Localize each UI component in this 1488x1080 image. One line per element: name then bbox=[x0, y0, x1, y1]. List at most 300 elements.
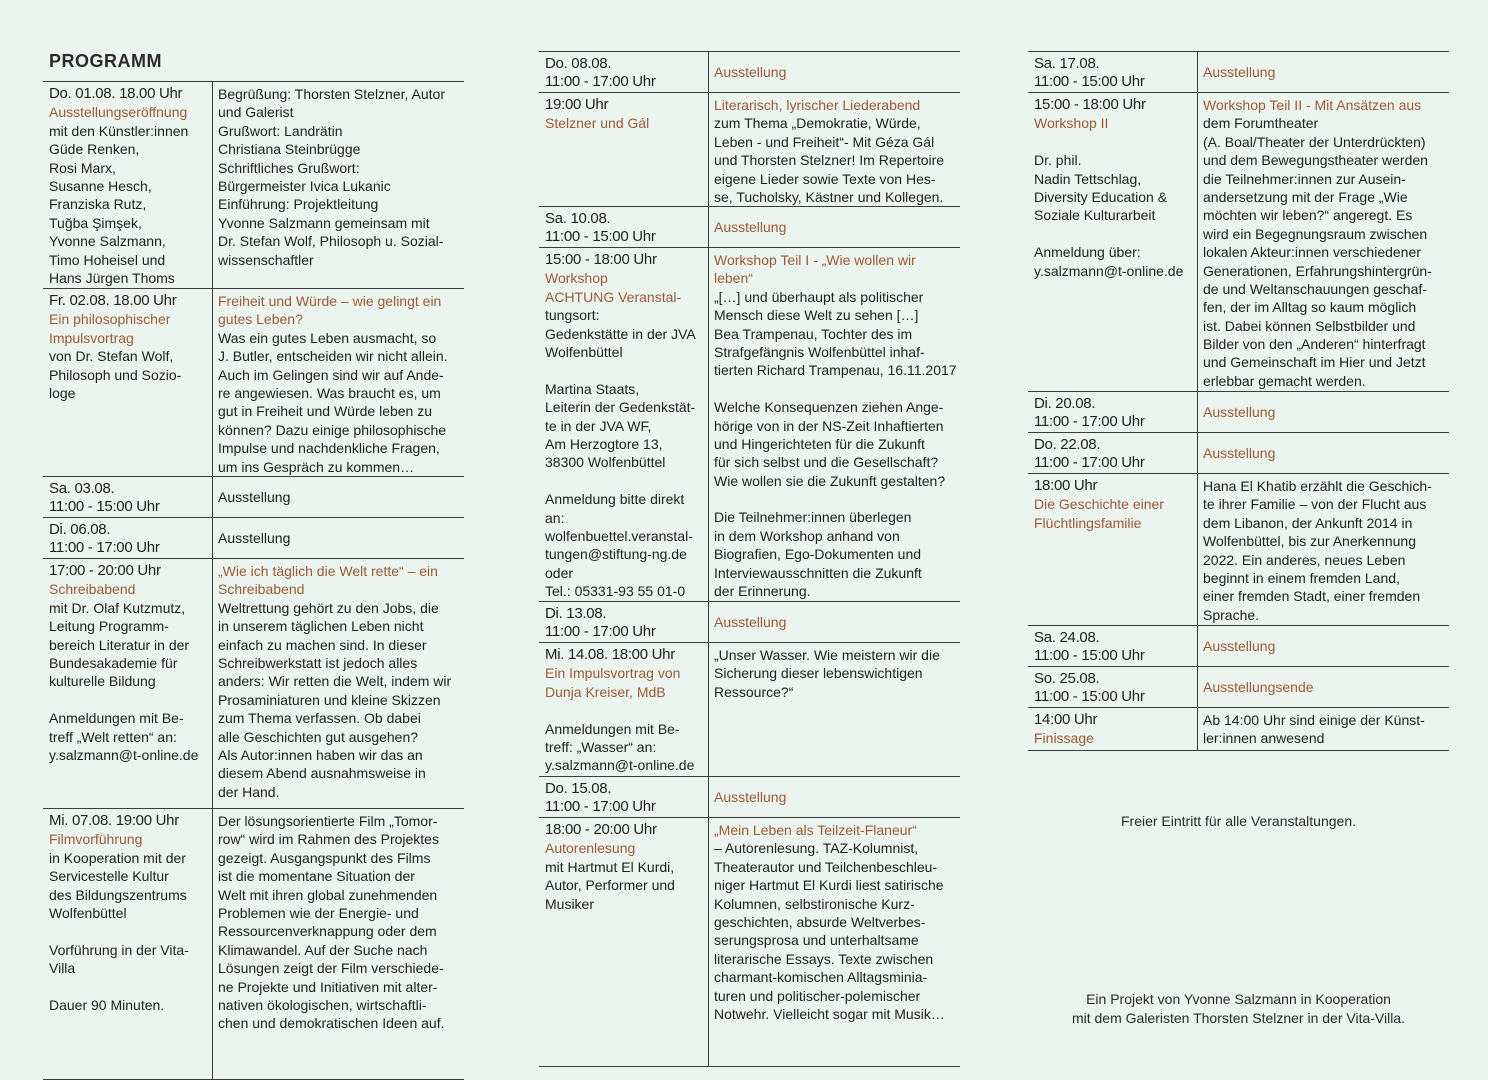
event-date-line: ACHTUNG Veranstal- bbox=[545, 288, 682, 305]
event-description-cell bbox=[213, 289, 464, 476]
event-description-line: Yvonne Salzmann gemeinsam mit bbox=[218, 214, 430, 231]
free-entry-note: Freier Eintritt für alle Veranstaltungen. bbox=[1120, 813, 1356, 829]
event-date-line: mit Hartmut El Kurdi, bbox=[545, 858, 675, 875]
event-date-line: Do. 15.08. bbox=[545, 780, 612, 797]
event-description-line: Impulse und nachdenkliche Fragen, bbox=[218, 440, 440, 457]
event-date-line: Leiterin der Gedenkstät- bbox=[545, 399, 696, 416]
event-date-line: Fr. 02.08. 18.00 Uhr bbox=[49, 292, 177, 309]
event-description-line: Die Teilnehmer:innen überlegen bbox=[714, 509, 912, 526]
event-date-line: Rosi Marx, bbox=[49, 159, 116, 176]
event-description-line: ne Projekte und Initiativen mit alter- bbox=[218, 978, 438, 995]
event-description-cell bbox=[1198, 392, 1449, 432]
event-row bbox=[1028, 93, 1449, 392]
event-description-line: diesem Abend ausnahmsweise in bbox=[218, 765, 426, 782]
event-date-line: 11:00 - 15:00 Uhr bbox=[545, 228, 656, 246]
event-date-line: So. 25.08. bbox=[1034, 670, 1100, 687]
event-row bbox=[1028, 626, 1449, 667]
event-description-line: gut in Freiheit und Würde leben zu bbox=[218, 403, 433, 420]
event-description-cell bbox=[709, 93, 960, 206]
event-date-line[interactable]: y.salzmann@t-online.de bbox=[1034, 262, 1184, 279]
event-date-line: Workshop II bbox=[1034, 115, 1109, 132]
event-date-line: Workshop bbox=[545, 270, 608, 287]
event-date-cell bbox=[1028, 52, 1198, 92]
event-row bbox=[43, 289, 464, 477]
event-row bbox=[1028, 433, 1449, 474]
event-description-line: (A. Boal/Theater der Unterdrückten) bbox=[1203, 133, 1426, 150]
event-date-line: 11:00 - 15:00 Uhr bbox=[1034, 647, 1145, 665]
event-description-cell bbox=[709, 207, 960, 247]
event-row bbox=[539, 602, 960, 643]
event-description-line: ist. Dabei können Selbstbilder und bbox=[1203, 317, 1416, 334]
event-description-line: der Erinnerung. bbox=[714, 583, 811, 600]
event-date-line: 14:00 Uhr bbox=[1034, 711, 1098, 728]
event-row bbox=[1028, 667, 1449, 708]
event-description-line: Wolfenbüttel, bis zur Anerkennung bbox=[1203, 533, 1416, 550]
event-description-line: Ausstellung bbox=[1203, 64, 1276, 81]
event-description-line: eigene Lieder sowie Texte von Hes- bbox=[714, 170, 936, 187]
event-date-line: Di. 13.08. bbox=[545, 605, 607, 622]
event-description-line: dem Libanon, der Ankunft 2014 in bbox=[1203, 514, 1413, 531]
event-date-line: Güde Renken, bbox=[49, 141, 140, 158]
event-description-line: hörige von in der NS-Zeit Inhaftierten bbox=[714, 417, 944, 434]
event-date-line: Am Herzogtore 13, bbox=[545, 436, 663, 453]
event-date-line: loge bbox=[49, 385, 76, 402]
credit-line: Ein Projekt von Yvonne Salzmann in Kooperation bbox=[1086, 991, 1391, 1007]
event-date-cell bbox=[1028, 392, 1198, 432]
event-description-line: beginnt in einem fremden Land, bbox=[1203, 569, 1400, 586]
event-row bbox=[539, 207, 960, 248]
event-description-cell bbox=[1198, 708, 1449, 750]
event-row bbox=[539, 777, 960, 818]
event-date-line: Do. 01.08. 18.00 Uhr bbox=[49, 85, 183, 102]
event-date-line: treff: „Wasser“ an: bbox=[545, 739, 657, 756]
event-description-line: Wie wollen sie die Zukunft gestalten? bbox=[714, 472, 946, 489]
event-date-line bbox=[49, 978, 208, 996]
event-description-line: re angewiesen. Was braucht es, um bbox=[218, 384, 441, 401]
event-description-line: Ausstellung bbox=[714, 789, 787, 806]
event-date-line: Do. 08.08. bbox=[545, 55, 612, 72]
schedule-table bbox=[43, 81, 464, 1080]
event-date-line: Susanne Hesch, bbox=[49, 178, 152, 195]
event-date-line: Mi. 14.08. 18:00 Uhr bbox=[545, 646, 675, 663]
event-date-cell bbox=[43, 82, 213, 288]
event-date-line: 11:00 - 17:00 Uhr bbox=[545, 798, 656, 816]
event-description-line: Begrüßung: Thorsten Stelzner, Autor bbox=[218, 86, 445, 102]
event-description-line: wissenschaftler bbox=[218, 251, 314, 268]
event-description-line: serungsprosa und unterhaltsame bbox=[714, 932, 919, 949]
event-date-line: Wolfenbüttel bbox=[545, 344, 623, 361]
event-description-line: Lösungen zeigt der Film verschiede- bbox=[218, 960, 444, 977]
event-date-line: Dr. phil. bbox=[1034, 152, 1082, 169]
event-description-line: Ab 14:00 Uhr sind einige der Künst- bbox=[1203, 712, 1425, 728]
event-row bbox=[43, 477, 464, 518]
event-date-line: Di. 20.08. bbox=[1034, 395, 1096, 412]
event-date-line: Autorenlesung bbox=[545, 840, 636, 857]
event-date-line: Diversity Education & bbox=[1034, 189, 1168, 206]
event-date-line bbox=[545, 701, 704, 719]
event-date-line: Yvonne Salzmann, bbox=[49, 233, 166, 250]
event-description-line: „Unser Wasser. Wie meistern wir die bbox=[714, 647, 940, 663]
event-date-line: Franziska Rutz, bbox=[49, 196, 147, 213]
event-description-line: turen und politischer-polemischer bbox=[714, 987, 921, 1004]
event-description-line: Grußwort: Landrätin bbox=[218, 122, 343, 139]
event-date-line[interactable]: tungen@stiftung-ng.de bbox=[545, 546, 687, 563]
event-date-line: 11:00 - 17:00 Uhr bbox=[545, 623, 656, 641]
event-date-cell bbox=[1028, 667, 1198, 707]
event-description-line: alle Geschichten gut ausgehen? bbox=[218, 728, 419, 745]
event-description-cell bbox=[1198, 626, 1449, 666]
event-date-cell bbox=[43, 559, 213, 808]
event-date-line: Tel.: 05331-93 55 01-0 bbox=[545, 583, 686, 600]
event-description-cell bbox=[1198, 433, 1449, 473]
event-description-line: ler:innen anwesend bbox=[1203, 730, 1325, 747]
event-description-cell bbox=[1198, 52, 1449, 92]
event-date-line bbox=[545, 361, 704, 379]
event-row bbox=[539, 643, 960, 777]
event-date-line: 11:00 - 17:00 Uhr bbox=[1034, 413, 1145, 431]
event-description-line: Freiheit und Würde – wie gelingt ein bbox=[218, 293, 442, 309]
event-date-cell bbox=[539, 93, 709, 206]
event-description-line: Ausstellung bbox=[1203, 404, 1276, 421]
event-date-line: kulturelle Bildung bbox=[49, 673, 156, 690]
event-description-line: Ausstellung bbox=[1203, 638, 1276, 655]
event-date-line: Nadin Tettschlag, bbox=[1034, 170, 1142, 187]
event-row bbox=[1028, 474, 1449, 626]
event-date-line: Impulsvortrag bbox=[49, 329, 134, 346]
event-description-cell bbox=[213, 82, 464, 288]
event-date-line bbox=[545, 472, 704, 490]
event-description-line: die Teilnehmer:innen zur Ausein- bbox=[1203, 170, 1406, 187]
event-description-line: erlebbar gemacht werden. bbox=[1203, 372, 1366, 389]
event-date-line: 15:00 - 18:00 Uhr bbox=[545, 251, 657, 268]
event-date-line: Schreibabend bbox=[49, 581, 136, 598]
event-description-line: Problemen wie der Energie- und bbox=[218, 905, 419, 922]
event-date-line: Musiker bbox=[545, 895, 595, 912]
event-description-line: Biografien, Ego-Dokumenten und bbox=[714, 546, 922, 563]
event-description-cell bbox=[1198, 93, 1449, 391]
event-description-line: um ins Gespräch zu kommen… bbox=[218, 458, 415, 475]
event-row bbox=[43, 518, 464, 559]
event-date-line: Flüchtlingsfamilie bbox=[1034, 514, 1142, 531]
event-date-line: 11:00 - 17:00 Uhr bbox=[545, 73, 656, 91]
event-description-line: chen und demokratischen Ideen auf. bbox=[218, 1015, 445, 1032]
event-date-line: Di. 06.08. bbox=[49, 521, 111, 538]
event-date-line: Anmeldungen mit Be- bbox=[545, 720, 680, 737]
event-row bbox=[43, 559, 464, 809]
event-date-line: 11:00 - 15:00 Uhr bbox=[1034, 688, 1145, 706]
event-row bbox=[539, 248, 960, 602]
event-date-cell bbox=[1028, 474, 1198, 625]
program-column-3 bbox=[1028, 51, 1449, 751]
program-column-1 bbox=[43, 81, 464, 1080]
event-date-line: 11:00 - 15:00 Uhr bbox=[1034, 73, 1145, 91]
event-date-line: Bundesakademie für bbox=[49, 655, 178, 672]
event-description-line: Dr. Stefan Wolf, Philosoph u. Sozial- bbox=[218, 233, 444, 250]
event-description-line: leben“ bbox=[714, 270, 753, 287]
event-date-line: Anmeldungen mit Be- bbox=[49, 710, 184, 727]
event-date-line: Finissage bbox=[1034, 730, 1094, 747]
event-description-line: Generationen, Erfahrungshintergrün- bbox=[1203, 262, 1432, 279]
event-date-line bbox=[49, 922, 208, 940]
event-description-cell bbox=[213, 477, 464, 517]
event-description-line: Hana El Khatib erzählt die Geschich- bbox=[1203, 478, 1432, 494]
event-description-line: Bea Trampenau, Tochter des im bbox=[714, 325, 913, 342]
event-description-cell bbox=[1198, 667, 1449, 707]
event-description-line: „Mein Leben als Teilzeit-Flaneur“ bbox=[714, 822, 917, 838]
event-description-line: Mensch diese Welt zu sehen […] bbox=[714, 307, 919, 324]
page-heading: PROGRAMM bbox=[49, 51, 162, 71]
event-date-line: in Kooperation mit der bbox=[49, 849, 186, 866]
event-description-line: de und Weltanschauungen geschaf- bbox=[1203, 280, 1427, 297]
credit-line: mit dem Galeristen Thorsten Stelzner in der Vita-Villa. bbox=[1071, 1010, 1406, 1026]
event-description-cell bbox=[213, 559, 464, 808]
event-description-line: Als Autor:innen haben wir das an bbox=[218, 747, 423, 764]
event-date-line: von Dr. Stefan Wolf, bbox=[49, 348, 174, 365]
event-date-line: 11:00 - 15:00 Uhr bbox=[49, 498, 160, 516]
event-description-line: Ausstellung bbox=[218, 489, 291, 506]
event-description-line: in dem Workshop anhand von bbox=[714, 527, 900, 544]
event-date-line: Dauer 90 Minuten. bbox=[49, 997, 165, 1014]
event-date-line: Dunja Kreiser, MdB bbox=[545, 683, 666, 700]
event-description-line: Schriftliches Grußwort: bbox=[218, 159, 360, 176]
event-date-line: Wolfenbüttel bbox=[49, 905, 127, 922]
event-description-line: te ihrer Familie – von der Flucht aus bbox=[1203, 496, 1427, 513]
event-description-line: Strafgefängnis Wolfenbüttel inhaf- bbox=[714, 343, 925, 360]
event-description-line: andersetzung mit der Frage „Wie bbox=[1203, 188, 1408, 205]
event-date-line: an: bbox=[545, 509, 565, 526]
event-description-line: Einführung: Projektleitung bbox=[218, 196, 379, 213]
event-date-line: Autor, Performer und bbox=[545, 877, 675, 894]
event-description-cell bbox=[1198, 474, 1449, 625]
event-description-line: Ausstellung bbox=[1203, 445, 1276, 462]
event-date-line: Sa. 17.08. bbox=[1034, 55, 1100, 72]
event-description-line: Klimawandel. Auf der Suche nach bbox=[218, 941, 428, 958]
event-date-cell bbox=[1028, 708, 1198, 750]
event-date-line: Do. 22.08. bbox=[1034, 436, 1101, 453]
event-description-cell bbox=[709, 818, 960, 1066]
event-date-line: Sa. 24.08. bbox=[1034, 629, 1100, 646]
event-date-line: 38300 Wolfenbüttel bbox=[545, 454, 666, 471]
event-description-line: – Autorenlesung. TAZ-Kolumnist, bbox=[714, 840, 919, 857]
event-date-line: treff „Welt retten“ an: bbox=[49, 728, 177, 745]
event-date-line: Mi. 07.08. 19:00 Uhr bbox=[49, 812, 179, 829]
event-description-line: Ausstellung bbox=[714, 614, 787, 631]
event-date-line: Tuğba Şimşek, bbox=[49, 214, 142, 231]
event-description-line: zum Thema „Demokratie, Würde, bbox=[714, 115, 921, 132]
event-date-cell bbox=[43, 518, 213, 558]
event-description-line: literarische Essays. Texte zwischen bbox=[714, 950, 934, 967]
event-date-line: Filmvorführung bbox=[49, 831, 143, 848]
event-date-line: 17:00 - 20:00 Uhr bbox=[49, 562, 161, 579]
event-description-line: fen, der im Alltag so kaum möglich bbox=[1203, 299, 1417, 316]
event-description-line: Ausstellung bbox=[714, 219, 787, 236]
event-date-line bbox=[49, 691, 208, 709]
event-description-line: Prosaminiaturen und kleine Skizzen bbox=[218, 691, 441, 708]
event-date-line: Vorführung in der Vita- bbox=[49, 941, 189, 958]
event-description-line: Der lösungsorientierte Film „Tomor- bbox=[218, 813, 438, 829]
event-description-line: Bürgermeister Ivica Lukanic bbox=[218, 178, 391, 195]
event-date-cell bbox=[539, 818, 709, 1066]
event-description-line: Sicherung dieser lebenswichtigen bbox=[714, 665, 923, 682]
event-description-line: row“ wird im Rahmen des Projektes bbox=[218, 831, 439, 848]
event-date-line: 11:00 - 17:00 Uhr bbox=[1034, 454, 1145, 472]
event-description-cell bbox=[709, 602, 960, 642]
event-date-line: te in der JVA WF, bbox=[545, 417, 652, 434]
event-date-line: 19:00 Uhr bbox=[545, 96, 609, 113]
event-description-line: Leben - und Freiheit“- Mit Géza Gál bbox=[714, 133, 935, 150]
event-row bbox=[43, 82, 464, 289]
event-description-line: tierten Richard Trampenau, 16.11.2017 bbox=[714, 362, 957, 379]
event-date-line: mit den Künstler:innen bbox=[49, 122, 189, 139]
event-description-line: nativen ökologischen, wirtschaftli- bbox=[218, 997, 427, 1014]
event-description-line: Workshop Teil II - Mit Ansätzen aus bbox=[1203, 97, 1422, 113]
event-date-line: Ausstellungseröffnung bbox=[49, 104, 188, 121]
event-date-cell bbox=[1028, 433, 1198, 473]
event-date-line: tungsort: bbox=[545, 307, 600, 324]
schedule-table bbox=[1028, 51, 1449, 751]
event-description-line: „Wie ich täglich die Welt rette“ – ein bbox=[218, 563, 438, 579]
event-description-line: Was ein gutes Leben ausmacht, so bbox=[218, 329, 437, 346]
event-date-line: Gedenkstätte in der JVA bbox=[545, 325, 696, 342]
event-description-line: einfach zu machen sind. In dieser bbox=[218, 636, 427, 653]
event-date-line[interactable]: y.salzmann@t-online.de bbox=[545, 757, 695, 774]
event-date-line: Ein Impulsvortrag von bbox=[545, 665, 681, 682]
event-date-line: 15:00 - 18:00 Uhr bbox=[1034, 96, 1146, 113]
event-description-line: dem Forumtheater bbox=[1203, 115, 1319, 132]
event-description-line: charmant-komischen Alltagsminia- bbox=[714, 969, 928, 986]
event-date-line: Leitung Programm- bbox=[49, 618, 169, 635]
event-description-line: für sich selbst und die Gesellschaft? bbox=[714, 454, 939, 471]
event-description-cell bbox=[709, 52, 960, 92]
event-description-line: möchten wir leben?“ angeregt. Es bbox=[1203, 207, 1413, 224]
event-date-cell bbox=[539, 643, 709, 776]
event-date-line: wolfenbuettel.veranstal- bbox=[545, 528, 693, 545]
event-description-line: Ausstellung bbox=[714, 64, 787, 81]
event-date-cell bbox=[539, 207, 709, 247]
event-description-line: Welche Konsequenzen ziehen Ange- bbox=[714, 399, 944, 416]
event-description-line: ist die momentane Situation der bbox=[218, 868, 415, 885]
event-row bbox=[539, 93, 960, 207]
program-column-2 bbox=[539, 51, 960, 1067]
event-row bbox=[539, 52, 960, 93]
event-date-line: Stelzner und Gál bbox=[545, 115, 650, 132]
event-row bbox=[43, 809, 464, 1080]
event-date-cell bbox=[539, 52, 709, 92]
event-description-line: Theaterautor und Teilchenbeschleu- bbox=[714, 858, 938, 875]
event-date-line: bereich Literatur in der bbox=[49, 636, 190, 653]
event-description-line: Kolumnen, selbstironische Kurz- bbox=[714, 895, 915, 912]
event-date-line bbox=[1034, 133, 1193, 151]
event-date-line: Soziale Kulturarbeit bbox=[1034, 207, 1156, 224]
project-credit bbox=[1028, 990, 1449, 1028]
event-description-line: der Hand. bbox=[218, 783, 280, 800]
event-date-line: Timo Hoheisel und bbox=[49, 251, 166, 268]
event-date-cell bbox=[1028, 93, 1198, 391]
event-description-line bbox=[714, 490, 957, 508]
event-description-line: se, Tucholsky, Kästner und Kollegen. bbox=[714, 188, 944, 205]
event-date-line: 18:00 - 20:00 Uhr bbox=[545, 821, 657, 838]
event-description-line: Ausstellung bbox=[218, 530, 291, 547]
event-date-cell bbox=[1028, 626, 1198, 666]
event-row bbox=[1028, 52, 1449, 93]
event-description-line: gutes Leben? bbox=[218, 311, 303, 328]
event-description-line: Ressource?“ bbox=[714, 683, 794, 700]
event-date-line: oder bbox=[545, 564, 574, 581]
event-date-line: Die Geschichte einer bbox=[1034, 496, 1164, 513]
event-date-line: Sa. 03.08. bbox=[49, 480, 115, 497]
event-description-line: Literarisch, lyrischer Liederabend bbox=[714, 97, 921, 113]
event-date-line bbox=[1034, 225, 1193, 243]
event-date-cell bbox=[539, 248, 709, 601]
event-row bbox=[1028, 708, 1449, 751]
event-date-line: Villa bbox=[49, 960, 76, 977]
event-description-line: J. Butler, entscheiden wir nicht allein. bbox=[218, 348, 448, 365]
event-date-line: Anmeldung über: bbox=[1034, 244, 1141, 261]
event-description-line: Sprache. bbox=[1203, 606, 1260, 623]
event-description-line: 2022. Ein anderes, neues Leben bbox=[1203, 551, 1406, 568]
event-description-cell bbox=[709, 248, 960, 601]
event-description-line: zum Thema verfassen. Ob dabei bbox=[218, 710, 421, 727]
event-description-cell bbox=[213, 518, 464, 558]
event-date-line: Servicestelle Kultur bbox=[49, 868, 169, 885]
event-date-line: des Bildungszentrums bbox=[49, 886, 187, 903]
event-description-line: geschichten, absurde Weltverbes- bbox=[714, 914, 926, 931]
event-description-line: und Gemeinschaft im Hier und Jetzt bbox=[1203, 354, 1426, 371]
event-description-line: können? Dazu einige philosophische bbox=[218, 421, 447, 438]
event-description-line: lokalen Akteur:innen verschiedener bbox=[1203, 244, 1421, 261]
event-date-line: Martina Staats, bbox=[545, 380, 640, 397]
event-description-line: niger Hartmut El Kurdi liest satirische bbox=[714, 877, 944, 894]
event-row bbox=[1028, 392, 1449, 433]
schedule-table bbox=[539, 51, 960, 1067]
event-row bbox=[539, 818, 960, 1067]
event-description-line: und Galerist bbox=[218, 104, 294, 121]
event-description-line: und dem Bewegungstheater werden bbox=[1203, 152, 1428, 169]
event-date-line: Hans Jürgen Thoms bbox=[49, 270, 175, 287]
event-date-line: Philosoph und Sozio- bbox=[49, 366, 182, 383]
event-date-line: Anmeldung bitte direkt bbox=[545, 491, 685, 508]
event-description-line: Ressourcenverknappung oder dem bbox=[218, 923, 437, 940]
event-description-cell bbox=[709, 643, 960, 776]
event-description-line: wird ein Begegnungsraum zwischen bbox=[1203, 225, 1428, 242]
event-date-line: Sa. 10.08. bbox=[545, 210, 611, 227]
event-date-cell bbox=[43, 289, 213, 476]
event-date-cell bbox=[539, 777, 709, 817]
event-description-line: anders: Wir retten die Welt, indem wir bbox=[218, 673, 452, 690]
event-date-line: Ein philosophischer bbox=[49, 311, 171, 328]
event-date-cell bbox=[539, 602, 709, 642]
event-description-line: und Thorsten Stelzner! Im Repertoire bbox=[714, 152, 945, 169]
event-description-line: „[…] und überhaupt als politischer bbox=[714, 288, 924, 305]
event-description-line: Schreibabend bbox=[218, 581, 305, 598]
event-description-line: in unserem täglichen Leben nicht bbox=[218, 618, 424, 635]
event-description-line: Bilder von den „Anderen“ hinterfragt bbox=[1203, 336, 1426, 353]
event-date-line: 18:00 Uhr bbox=[1034, 477, 1098, 494]
event-description-line: Workshop Teil I - „Wie wollen wir bbox=[714, 252, 916, 268]
event-date-line[interactable]: y.salzmann@t-online.de bbox=[49, 747, 199, 764]
event-description-line: einer fremden Stadt, einer fremden bbox=[1203, 588, 1421, 605]
event-description-line: und Hingerichteten für die Zukunft bbox=[714, 435, 925, 452]
event-description-line: Christiana Steinbrügge bbox=[218, 141, 361, 158]
event-description-line: Schreibwerkstatt ist jedoch alles bbox=[218, 655, 418, 672]
event-date-cell bbox=[43, 809, 213, 1079]
event-description-line: Notwehr. Vielleicht sogar mit Musik… bbox=[714, 1006, 945, 1023]
event-description-line: Auch im Gelingen sind wir auf Ande- bbox=[218, 366, 444, 383]
event-description-line: gezeigt. Ausgangspunkt des Films bbox=[218, 849, 431, 866]
event-description-cell bbox=[213, 809, 464, 1079]
event-date-line: 11:00 - 17:00 Uhr bbox=[49, 539, 160, 557]
event-description-line bbox=[714, 380, 957, 398]
